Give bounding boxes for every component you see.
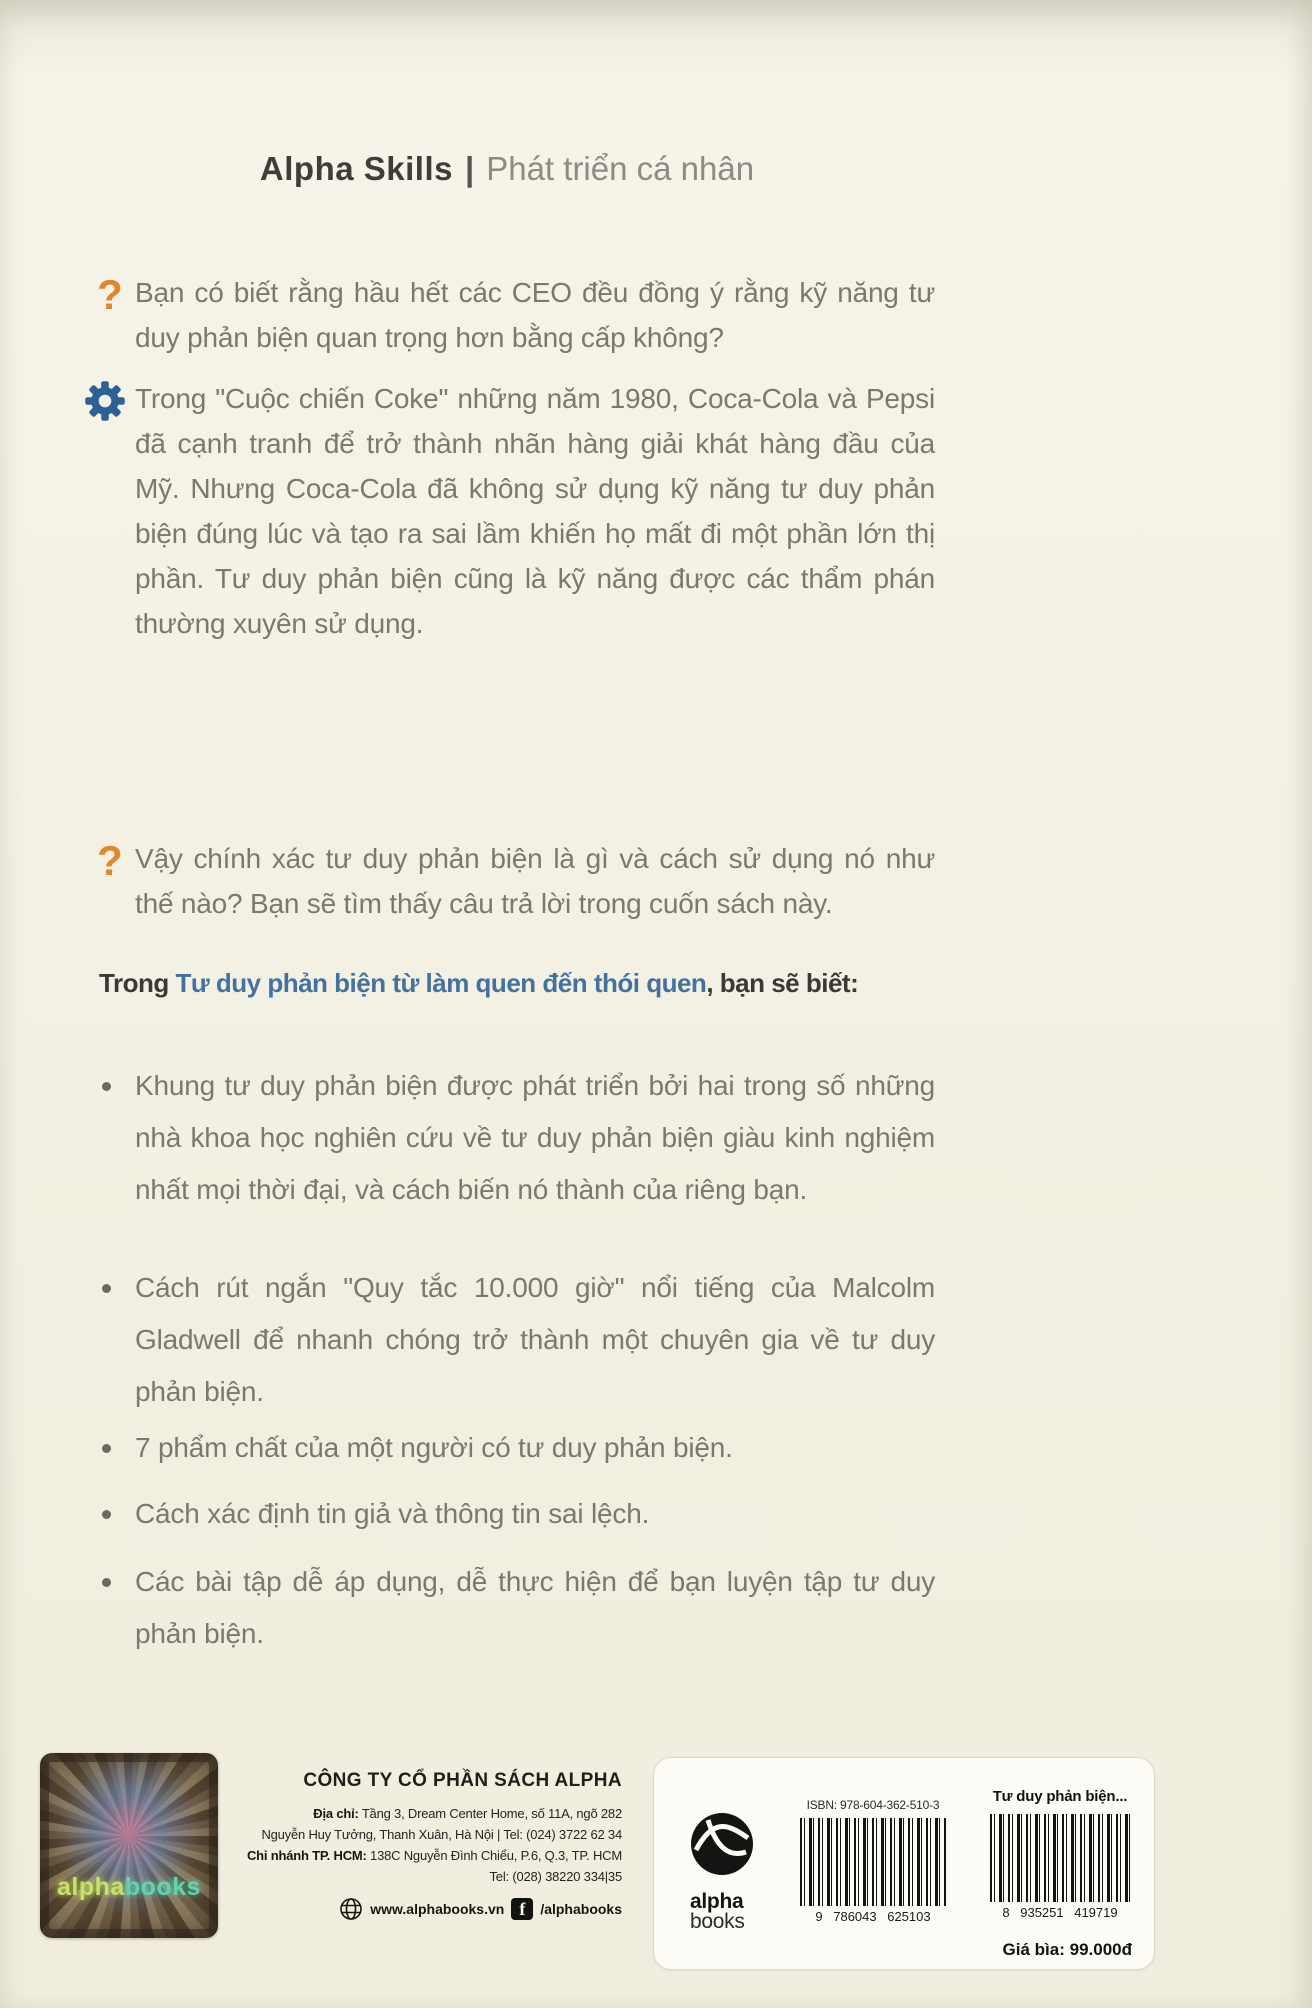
publisher-name: CÔNG TY CỔ PHẦN SÁCH ALPHA (303, 1770, 622, 1791)
gear-icon (84, 380, 126, 422)
bullet-item (135, 1262, 935, 1418)
publisher-tel-line: Tel: (028) 38220 334|35 (489, 1869, 622, 1884)
bullet-text: Khung tư duy phản biện được phát triển bởi hai trong số những nhà khoa học nghiên cứu về tư duy phản biện giàu kinh nghiệm nhất mọi thời đại, và cách biến nó thành của riêng bạn. (135, 1070, 935, 1205)
header-separator: | (464, 150, 475, 187)
highlight-heading (99, 968, 858, 999)
sticker-brand-part2: books (124, 1873, 201, 1901)
bullet-dot-icon (102, 1284, 111, 1293)
series-category: Phát triển cá nhân (486, 150, 755, 187)
address-label: Địa chỉ: (313, 1806, 359, 1821)
bullet-dot-icon (102, 1082, 111, 1091)
alphabooks-logo-text (690, 1892, 745, 1932)
bullet-dot-icon (102, 1510, 111, 1519)
hologram-sticker (40, 1753, 218, 1938)
publisher-block (230, 1770, 622, 1921)
sticker-brand-text (40, 1873, 218, 1902)
bullet-dot-icon (102, 1444, 111, 1453)
ean-book-title: Tư duy phản biện... (992, 1788, 1128, 1805)
alphabooks-logo-icon (690, 1812, 754, 1876)
intro-paragraph-2: Trong "Cuộc chiến Coke" những năm 1980, Coca-Cola và Pepsi đã cạnh tranh để trở thành nhãn hàng giải khát hàng đầu của Mỹ. Nhưng Coca-Cola đã không sử dụng kỹ năng tư duy phản biện đúng lúc và tạo ra sai lầm khiến họ mất đi một phần lớn thị phần. Tư duy phản biện cũng là kỹ năng được các thẩm phán thường xuyên sử dụng. (135, 383, 935, 639)
bullet-text: 7 phẩm chất của một người có tư duy phản biện. (135, 1432, 733, 1463)
facebook-handle: /alphabooks (540, 1901, 622, 1917)
isbn-block (800, 1798, 946, 1924)
bullet-item (135, 1556, 935, 1660)
logo-text-line2: books (690, 1910, 745, 1933)
price-text: Giá bìa: 99.000đ (1002, 1940, 1132, 1959)
publisher-web-row (230, 1897, 622, 1921)
question-icon: ? (97, 271, 123, 318)
question-icon: ? (97, 837, 123, 884)
highlight-suffix: , bạn sẽ biết: (706, 968, 859, 998)
facebook-icon: f (511, 1898, 533, 1920)
ean-digits: 8 935251 419719 (1002, 1905, 1118, 1920)
isbn-digits: 9 786043 625103 (815, 1909, 931, 1924)
bullet-text: Cách xác định tin giả và thông tin sai lệch. (135, 1498, 650, 1529)
bullet-item (135, 1422, 935, 1474)
series-brand: Alpha Skills (259, 150, 453, 187)
price-label (653, 1757, 1155, 1970)
isbn-text: ISBN: 978-604-362-510-3 (806, 1798, 940, 1812)
series-header (95, 150, 919, 188)
logo-text-line1: alpha (690, 1890, 744, 1913)
intro-paragraph-3: Vậy chính xác tư duy phản biện là gì và cách sử dụng nó như thế nào? Bạn sẽ tìm thấy câu trả lời trong cuốn sách này. (135, 843, 935, 919)
sticker-brand-part1: alpha (57, 1873, 125, 1901)
address-rest: Tầng 3, Dream Center Home, số 11A, ngõ 282 (358, 1806, 622, 1821)
bullet-item (135, 1060, 935, 1216)
bullet-text: Cách rút ngắn "Quy tắc 10.000 giờ" nổi tiếng của Malcolm Gladwell để nhanh chóng trở thành một chuyên gia về tư duy phản biện. (135, 1272, 935, 1407)
intro-paragraph-1: Bạn có biết rằng hầu hết các CEO đều đồng ý rằng kỹ năng tư duy phản biện quan trọng hơn bằng cấp không? (135, 277, 935, 353)
bullet-text: Các bài tập dễ áp dụng, dễ thực hiện để bạn luyện tập tư duy phản biện. (135, 1566, 935, 1649)
ean-barcode (990, 1814, 1130, 1902)
website-text: www.alphabooks.vn (370, 1901, 505, 1917)
globe-icon (339, 1897, 363, 1921)
highlight-prefix: Trong (99, 968, 176, 998)
bullet-item (135, 1488, 935, 1540)
branch-rest: 138C Nguyễn Đình Chiểu, P.6, Q.3, TP. HCM (366, 1848, 622, 1863)
branch-label: Chi nhánh TP. HCM: (246, 1848, 367, 1863)
ean-block (990, 1788, 1130, 1920)
publisher-address-line1 (230, 1803, 622, 1824)
isbn-barcode (800, 1818, 946, 1906)
publisher-address-line2: Nguyễn Huy Tưởng, Thanh Xuân, Hà Nội | Tel: (024) 3722 62 34 (261, 1827, 622, 1842)
book-title-inline: Tư duy phản biện từ làm quen đến thói quen (175, 968, 707, 998)
publisher-branch-line (230, 1845, 622, 1866)
bullet-dot-icon (102, 1578, 111, 1587)
